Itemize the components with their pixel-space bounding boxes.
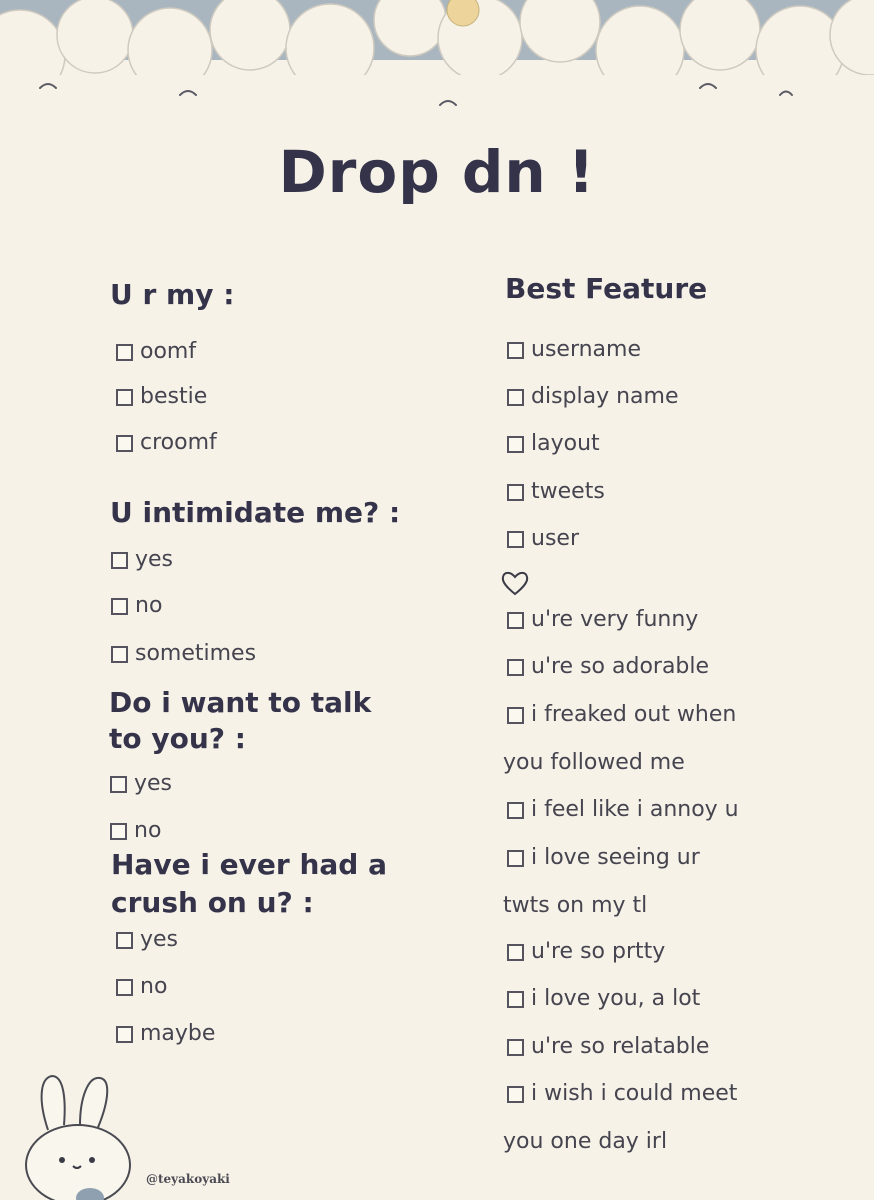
option-annoy-u[interactable]: [507, 796, 739, 824]
checkbox[interactable]: [507, 436, 524, 453]
option-label: bestie: [140, 384, 208, 409]
checkbox[interactable]: [507, 342, 524, 359]
option-label: maybe: [140, 1021, 216, 1046]
option-label: i freaked out when: [531, 702, 737, 727]
checkbox[interactable]: [507, 1086, 524, 1103]
heart-outline-icon: [500, 568, 530, 598]
checkbox[interactable]: [507, 484, 524, 501]
option-talk-no[interactable]: [110, 817, 161, 845]
option-username[interactable]: [507, 336, 641, 364]
checkbox[interactable]: [111, 646, 128, 663]
checkbox[interactable]: [507, 991, 524, 1008]
option-label: croomf: [140, 430, 217, 455]
option-relatable[interactable]: [507, 1033, 709, 1061]
heading-talk-line2: to you? :: [109, 722, 246, 755]
checkbox[interactable]: [110, 776, 127, 793]
option-label: oomf: [140, 339, 197, 364]
heading-intimidate: U intimidate me? :: [110, 496, 401, 529]
heading-ur-my: U r my :: [110, 278, 235, 311]
heading-crush-line1: Have i ever had a: [111, 848, 387, 881]
option-label: u're so prtty: [531, 939, 666, 964]
checkbox[interactable]: [507, 802, 524, 819]
option-display-name[interactable]: [507, 383, 679, 411]
option-talk-yes[interactable]: [110, 770, 172, 798]
option-freaked-out[interactable]: [507, 701, 736, 729]
option-wish-meet[interactable]: [507, 1080, 737, 1108]
heading-best-feature: Best Feature: [505, 272, 708, 305]
checkbox[interactable]: [116, 1026, 133, 1043]
page-title: Drop dn !: [278, 138, 596, 206]
option-continuation: twts on my tl: [503, 893, 648, 918]
option-bestie[interactable]: [116, 383, 207, 411]
artist-credit: @teyakoyaki: [146, 1172, 230, 1186]
checkbox[interactable]: [507, 612, 524, 629]
checkbox[interactable]: [111, 598, 128, 615]
option-label: tweets: [531, 479, 605, 504]
option-label: no: [140, 974, 168, 999]
option-tweets[interactable]: [507, 478, 605, 506]
option-label: u're so adorable: [531, 654, 710, 679]
checkbox[interactable]: [507, 944, 524, 961]
option-continuation: you followed me: [503, 750, 685, 775]
option-label: username: [531, 337, 641, 362]
heading-talk-line1: Do i want to talk: [109, 686, 372, 719]
heading-crush-line2: crush on u? :: [111, 886, 314, 919]
option-love-you[interactable]: [507, 985, 700, 1013]
option-so-prtty[interactable]: [507, 938, 665, 966]
option-label: i feel like i annoy u: [531, 797, 739, 822]
option-label: display name: [531, 384, 679, 409]
option-label: user: [531, 526, 579, 551]
option-label: u're very funny: [531, 607, 699, 632]
option-label: i love seeing ur: [531, 845, 700, 870]
checkbox[interactable]: [507, 1039, 524, 1056]
option-label: layout: [531, 431, 600, 456]
option-continuation: you one day irl: [503, 1129, 668, 1154]
option-oomf[interactable]: [116, 338, 196, 366]
checkbox[interactable]: [507, 659, 524, 676]
option-label: no: [135, 593, 163, 618]
checkbox[interactable]: [507, 850, 524, 867]
option-label: no: [134, 818, 162, 843]
option-crush-maybe[interactable]: [116, 1020, 215, 1048]
option-crush-yes[interactable]: [116, 926, 178, 954]
checkbox[interactable]: [116, 932, 133, 949]
checkbox[interactable]: [507, 389, 524, 406]
option-love-seeing[interactable]: [507, 844, 700, 872]
option-label: i wish i could meet: [531, 1081, 738, 1106]
option-very-funny[interactable]: [507, 606, 698, 634]
cloud-banner: [0, 0, 874, 140]
checkbox[interactable]: [111, 552, 128, 569]
option-label: yes: [140, 927, 179, 952]
sun-icon: [447, 0, 479, 26]
option-label: yes: [135, 547, 174, 572]
checkbox[interactable]: [507, 531, 524, 548]
checkbox[interactable]: [110, 823, 127, 840]
checkbox[interactable]: [507, 707, 524, 724]
option-label: i love you, a lot: [531, 986, 701, 1011]
option-label: u're so relatable: [531, 1034, 710, 1059]
option-layout[interactable]: [507, 430, 600, 458]
option-croomf[interactable]: [116, 429, 217, 457]
option-user[interactable]: [507, 525, 579, 553]
option-intimidate-no[interactable]: [111, 592, 162, 620]
option-so-adorable[interactable]: [507, 653, 709, 681]
option-intimidate-sometimes[interactable]: [111, 640, 256, 668]
checkbox[interactable]: [116, 435, 133, 452]
checkbox[interactable]: [116, 979, 133, 996]
option-label: sometimes: [135, 641, 257, 666]
checkbox[interactable]: [116, 344, 133, 361]
checkbox[interactable]: [116, 389, 133, 406]
bunny-icon: [18, 1070, 138, 1200]
option-label: yes: [134, 771, 173, 796]
option-intimidate-yes[interactable]: [111, 546, 173, 574]
option-crush-no[interactable]: [116, 973, 167, 1001]
